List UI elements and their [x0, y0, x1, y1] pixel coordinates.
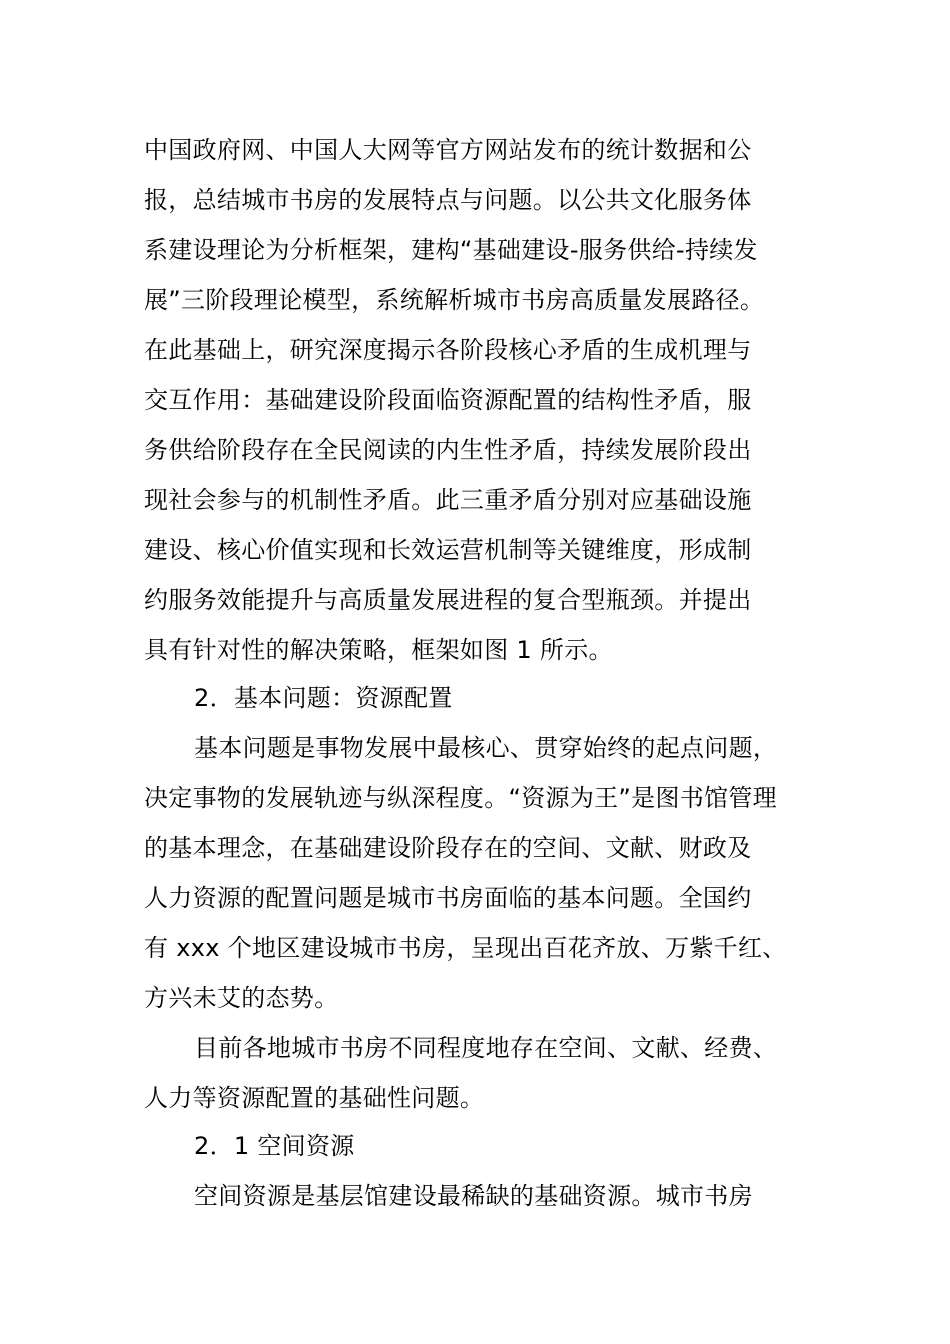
text-line: 的基本理念，在基础建设阶段存在的空间、文献、财政及: [144, 834, 752, 862]
text-line: 决定事物的发展轨迹与纵深程度。“资源为王”是图书馆管理: [144, 784, 777, 812]
text-line: 约服务效能提升与高质量发展进程的复合型瓶颈。并提出: [144, 586, 752, 614]
text-line: 展”三阶段理论模型，系统解析城市书房高质量发展路径。: [144, 286, 765, 314]
paragraph-first-line: 空间资源是基层馆建设最稀缺的基础资源。城市书房: [194, 1182, 753, 1210]
text-line: 在此基础上，研究深度揭示各阶段核心矛盾的生成机理与: [144, 336, 752, 364]
text-line: 有 xxx 个地区建设城市书房，呈现出百花齐放、万紫千红、: [144, 934, 787, 962]
text-line: 报，总结城市书房的发展特点与问题。以公共文化服务体: [144, 186, 752, 214]
text-line: 中国政府网、中国人大网等官方网站发布的统计数据和公: [144, 136, 752, 164]
section-heading: 2．基本问题：资源配置: [194, 684, 453, 712]
text-line: 具有针对性的解决策略，框架如图 1 所示。: [144, 636, 613, 664]
text-line: 建设、核心价值实现和长效运营机制等关键维度，形成制: [144, 536, 752, 564]
paragraph-first-line: 基本问题是事物发展中最核心、贯穿始终的起点问题，: [194, 734, 778, 762]
paragraph-first-line: 目前各地城市书房不同程度地存在空间、文献、经费、: [194, 1034, 778, 1062]
text-line: 现社会参与的机制性矛盾。此三重矛盾分别对应基础设施: [144, 486, 752, 514]
text-line: 系建设理论为分析框架，建构“基础建设-服务供给-持续发: [144, 236, 758, 264]
text-line: 务供给阶段存在全民阅读的内生性矛盾，持续发展阶段出: [144, 436, 752, 464]
text-line: 人力等资源配置的基础性问题。: [144, 1084, 485, 1112]
text-line: 方兴未艾的态势。: [144, 984, 339, 1012]
subsection-heading: 2．1 空间资源: [194, 1132, 355, 1160]
text-line: 人力资源的配置问题是城市书房面临的基本问题。全国约: [144, 884, 752, 912]
text-line: 交互作用：基础建设阶段面临资源配置的结构性矛盾，服: [144, 386, 752, 414]
